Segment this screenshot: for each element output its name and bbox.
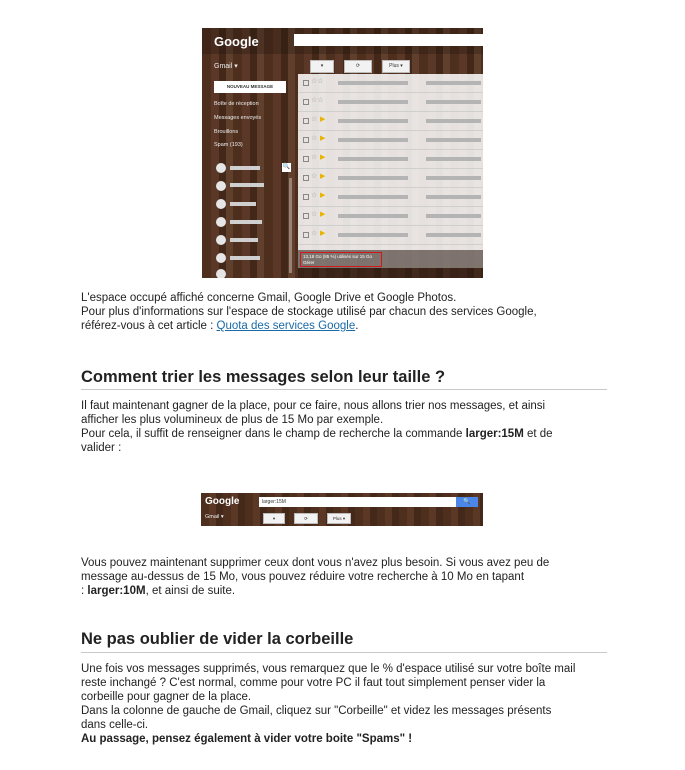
checkbox-icon <box>303 137 309 143</box>
contact-avatar <box>216 253 226 263</box>
more-button: Plus ▾ <box>382 60 410 73</box>
contact-name <box>230 183 264 187</box>
contact-name <box>230 256 260 260</box>
section-heading-trash: Ne pas oublier de vider la corbeille <box>81 630 354 648</box>
message-row <box>298 169 483 188</box>
quota-article-link[interactable]: Quota des services Google <box>216 320 356 332</box>
important-icon: ▶ <box>320 211 326 218</box>
trash-para-line-6 <box>81 733 412 747</box>
spam-reminder: Au passage, pensez également à vider votre boite "Spams" ! <box>81 733 413 745</box>
trash-para-line-5: dans celle-ci. <box>81 719 149 731</box>
star-icon: ☆ <box>311 173 318 180</box>
storage-quota-area <box>298 250 483 278</box>
star-icon: ☆ <box>311 135 318 142</box>
trash-para-line-4: Dans la colonne de gauche de Gmail, cliquez sur "Corbeille" et videz les messages présents <box>81 705 552 717</box>
important-icon: ▶ <box>320 135 326 142</box>
google-logo: Google <box>205 496 240 507</box>
star-icon: ☆☆ <box>311 78 324 85</box>
checkbox-icon <box>303 194 309 200</box>
section-heading-sort: Comment trier les messages selon leur taille ? <box>81 368 446 386</box>
nav-inbox: Boîte de réception <box>214 101 259 107</box>
gmail-search-screenshot <box>201 493 483 526</box>
contact-avatar <box>216 199 226 209</box>
contact-avatar <box>216 269 226 278</box>
gmail-menu-label: Gmail ▾ <box>214 63 238 70</box>
nav-drafts: Brouillons <box>214 129 239 135</box>
select-checkbox-button: ▾ <box>310 60 334 73</box>
sort-para-line-1: Il faut maintenant gagner de la place, pour ce faire, nous allons trier nos messages, et ainsi <box>81 400 546 412</box>
contact-name <box>230 166 260 170</box>
contact-avatar <box>216 181 226 191</box>
star-icon: ☆ <box>311 211 318 218</box>
sort-para-line-3: Pour cela, il suffit de renseigner dans le champ de recherche la commande larger:15M et de <box>81 428 553 440</box>
search-icon: 🔍 <box>456 497 478 507</box>
delete-para-line-1: Vous pouvez maintenant supprimer ceux dont vous n'avez plus besoin. Si vous avez peu de <box>81 557 550 569</box>
intro-line-3: référez-vous à cet article : Quota des services Google. <box>81 320 359 332</box>
refresh-button: ⟳ <box>294 513 318 524</box>
gmail-inbox-screenshot <box>202 28 483 278</box>
storage-quota-text: 13,18 Go (85 %) utilisés sur 15 Go <box>303 254 373 259</box>
storage-manage-link: Gérer <box>303 260 315 265</box>
message-row <box>298 93 483 112</box>
checkbox-icon <box>303 99 309 105</box>
section-divider <box>81 652 607 653</box>
search-query-box: larger:15M <box>259 497 456 507</box>
message-row <box>298 112 483 131</box>
contact-avatar <box>216 217 226 227</box>
contact-name <box>230 220 262 224</box>
message-row <box>298 150 483 169</box>
intro-line-2: Pour plus d'informations sur l'espace de stockage utilisé par chacun des services Google, <box>81 306 537 318</box>
important-icon: ▶ <box>320 230 326 237</box>
section-divider <box>81 389 607 390</box>
message-row <box>298 226 483 245</box>
message-row <box>298 74 483 93</box>
delete-para-line-2: message au-dessus de 15 Mo, vous pouvez réduire votre recherche à 10 Mo en tapant <box>81 571 525 583</box>
gmail-search-box <box>294 34 483 46</box>
message-row <box>298 207 483 226</box>
checkbox-icon <box>303 213 309 219</box>
refresh-button: ⟳ <box>344 60 372 73</box>
checkbox-icon <box>303 80 309 86</box>
important-icon: ▶ <box>320 116 326 123</box>
important-icon: ▶ <box>320 154 326 161</box>
checkbox-icon <box>303 175 309 181</box>
message-row <box>298 188 483 207</box>
contacts-scrollbar <box>289 178 292 273</box>
contact-name <box>230 238 258 242</box>
star-icon: ☆ <box>311 116 318 123</box>
important-icon: ▶ <box>320 192 326 199</box>
trash-para-line-3: corbeille pour gagner de la place. <box>81 691 252 703</box>
nav-spam: Spam (193) <box>214 142 243 148</box>
more-button: Plus ▾ <box>327 513 351 524</box>
command-larger-10m: larger:10M <box>87 585 146 597</box>
checkbox-icon <box>303 118 309 124</box>
star-icon: ☆ <box>311 230 318 237</box>
gmail-menu-label: Gmail ▾ <box>205 514 224 520</box>
sort-para-line-2: afficher les plus volumineux de plus de 15 Mo par exemple. <box>81 414 384 426</box>
important-icon: ▶ <box>320 173 326 180</box>
intro-line-1: L'espace occupé affiché concerne Gmail, Google Drive et Google Photos. <box>81 292 457 304</box>
trash-para-line-2: reste inchangé ? C'est normal, comme pour votre PC il faut tout simplement penser vider la <box>81 677 546 689</box>
message-row <box>298 131 483 150</box>
google-logo: Google <box>214 34 259 49</box>
trash-para-line-1: Une fois vos messages supprimés, vous remarquez que le % d'espace utilisé sur votre boîte mail <box>81 663 576 675</box>
command-larger-15m: larger:15M <box>465 428 524 440</box>
compose-button: NOUVEAU MESSAGE <box>214 81 286 93</box>
message-list <box>298 74 483 268</box>
checkbox-icon <box>303 156 309 162</box>
star-icon: ☆ <box>311 192 318 199</box>
star-icon: ☆☆ <box>311 97 324 104</box>
contact-avatar <box>216 235 226 245</box>
search-icon: 🔍 <box>282 164 291 170</box>
star-icon: ☆ <box>311 154 318 161</box>
storage-quota-highlight <box>300 252 382 267</box>
contact-avatar <box>216 163 226 173</box>
checkbox-icon <box>303 232 309 238</box>
sort-para-line-4: valider : <box>81 442 122 454</box>
select-checkbox-button: ▾ <box>263 513 285 524</box>
nav-sent: Messages envoyés <box>214 115 262 121</box>
delete-para-line-3: : larger:10M, et ainsi de suite. <box>81 585 236 597</box>
contact-name <box>230 202 256 206</box>
